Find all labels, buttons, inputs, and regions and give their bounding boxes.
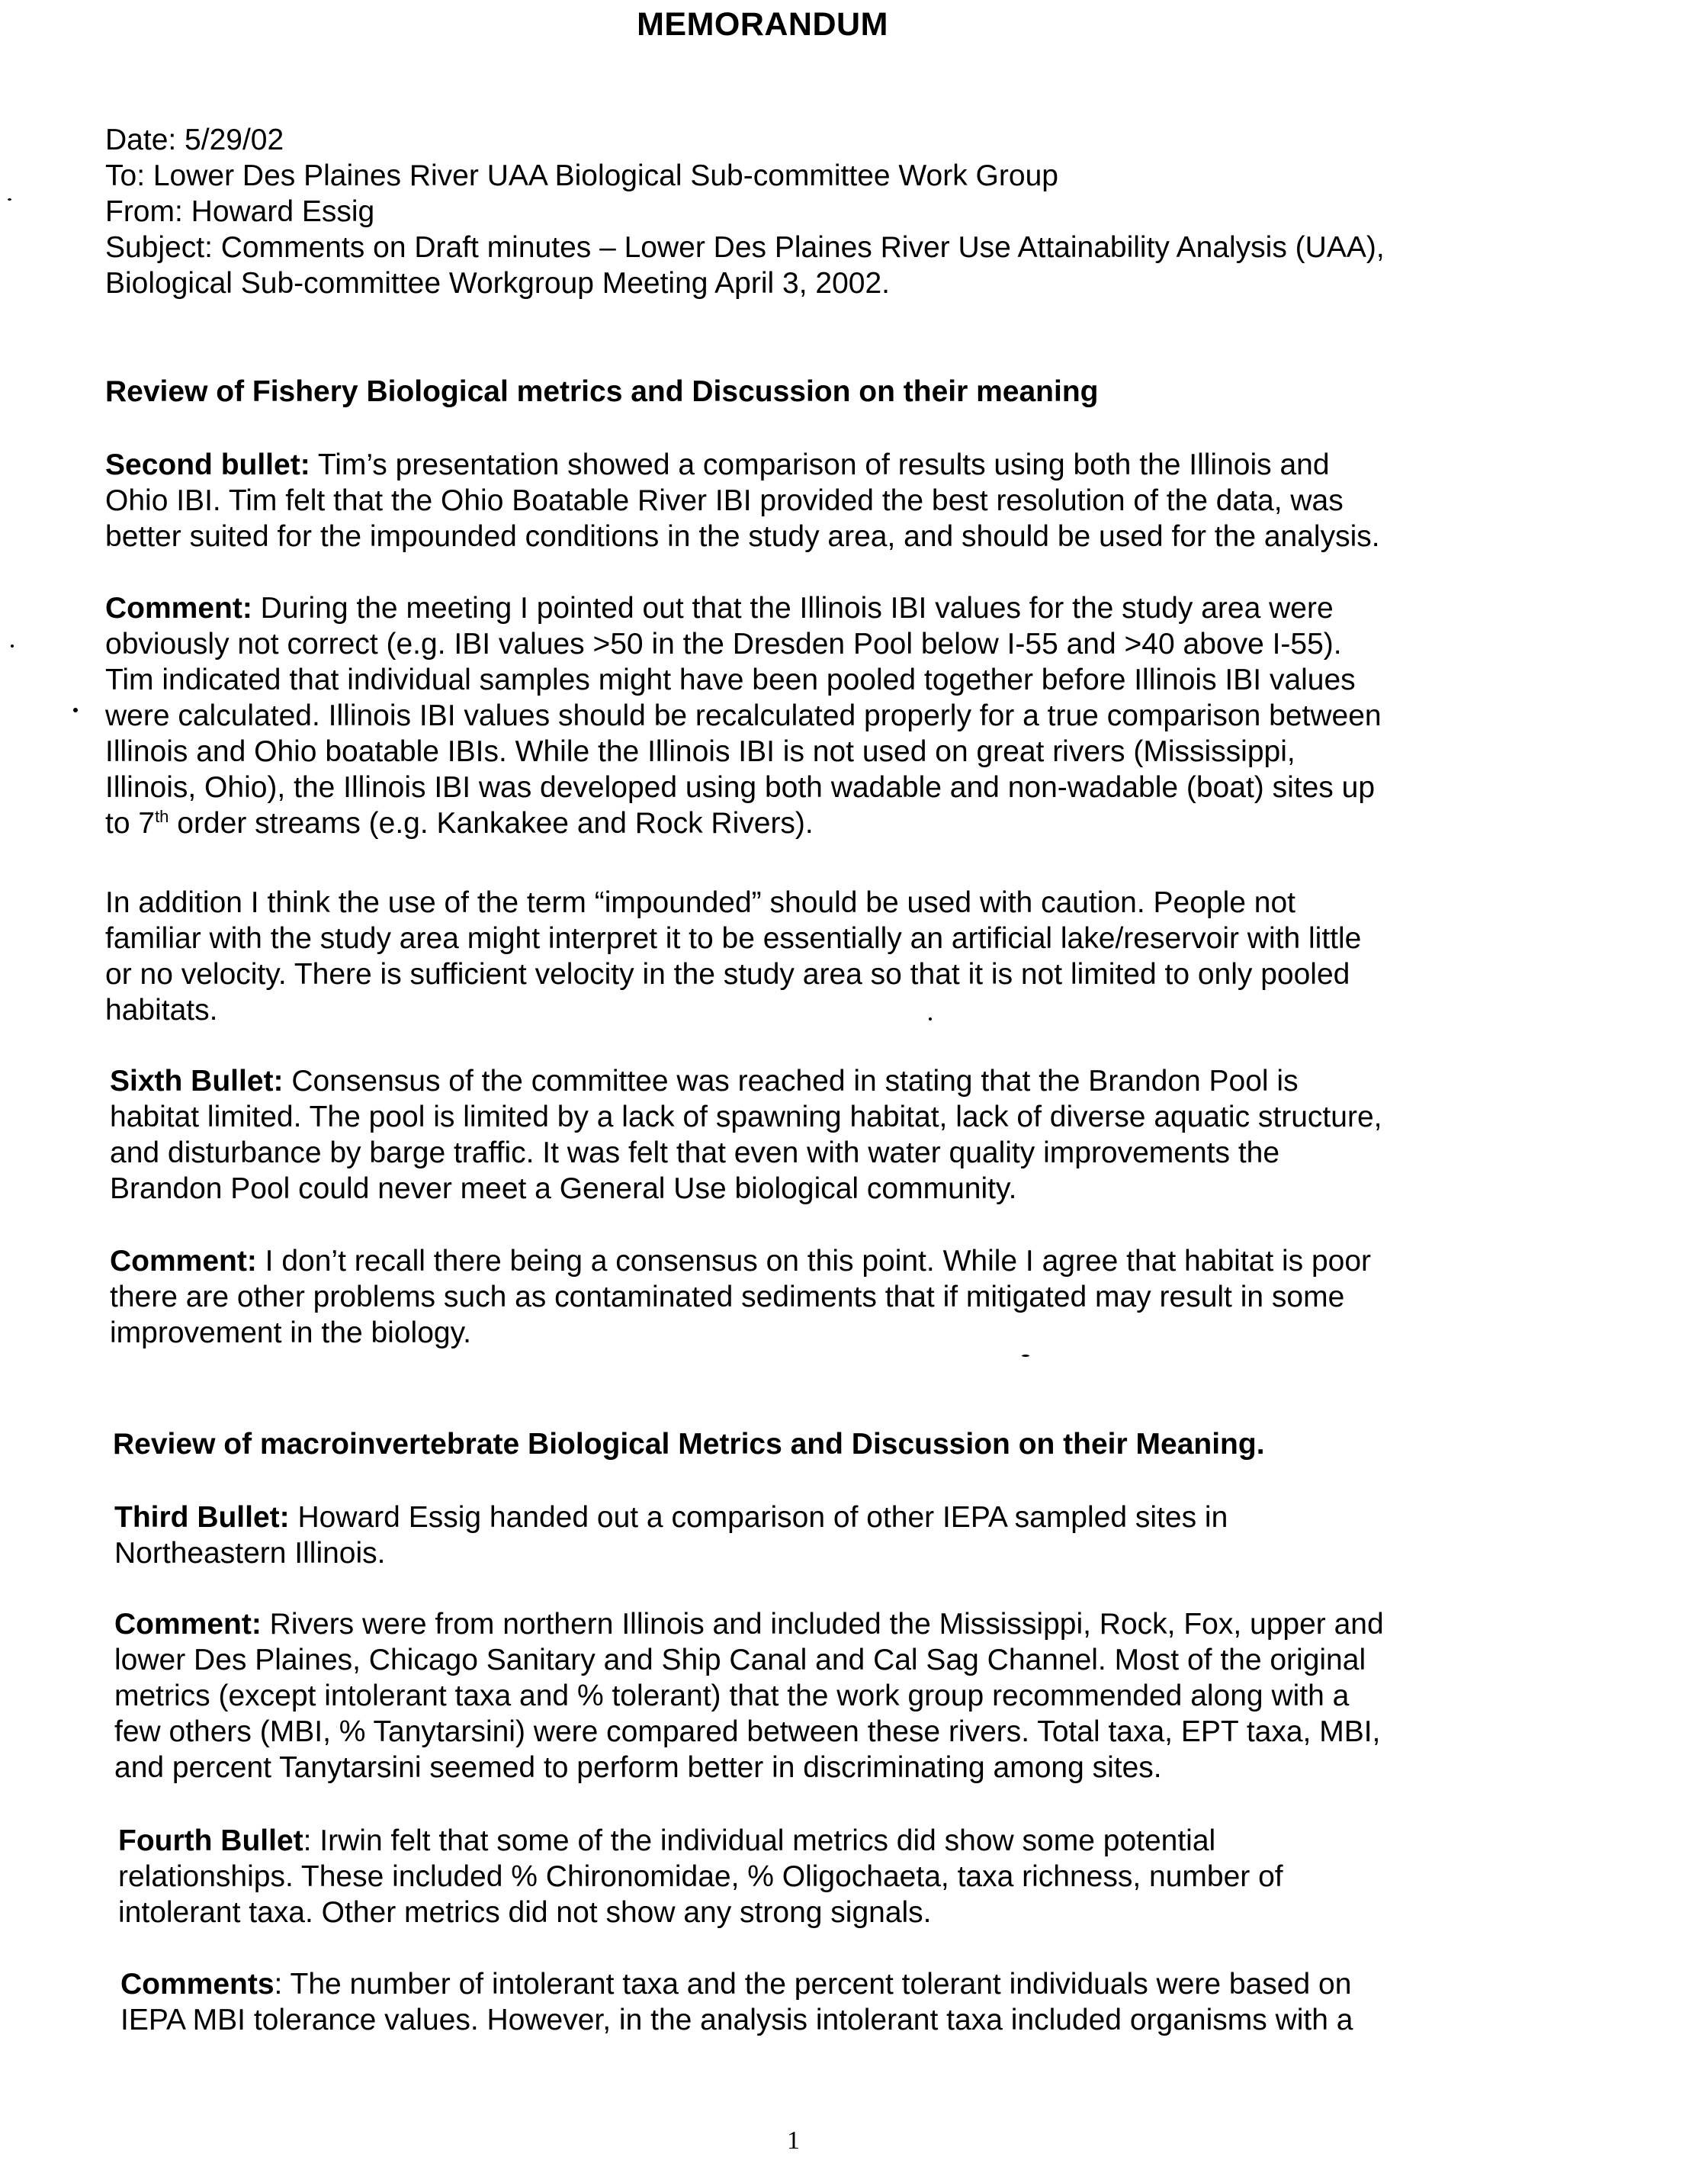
paragraph-text: obviously not correct (e.g. IBI values >50 in the Dresden Pool below I-55 and >40 above I-55).: [105, 628, 1342, 661]
paragraph-text: Illinois and Ohio boatable IBIs. While the Illinois IBI is not used on great rivers (Mississippi,: [105, 735, 1295, 768]
paragraph-lead: Third Bullet:: [114, 1501, 290, 1534]
paragraph-comment-consensus: [110, 1243, 1467, 1351]
paragraph-text: Tim indicated that individual samples might have been pooled together before Illinois IBI values: [105, 664, 1356, 696]
paragraph-text: better suited for the impounded conditions in the study area, and should be used for the analysis.: [105, 520, 1380, 553]
paragraph-text: metrics (except intolerant taxa and % tolerant) that the work group recommended along with a: [114, 1679, 1350, 1712]
paragraph-text: Illinois, Ohio), the Illinois IBI was developed using both wadable and non-wadable (boat) sites up: [105, 771, 1376, 804]
paragraph-text: During the meeting I pointed out that the Illinois IBI values for the study area were: [252, 592, 1334, 625]
paragraph-text: to 7: [105, 807, 156, 840]
paragraph-lead: Comment:: [105, 592, 252, 625]
superscript: th: [155, 807, 169, 826]
paragraph-text: : Irwin felt that some of the individual metrics did show some potential: [303, 1824, 1216, 1857]
paragraph-lead: Comments: [120, 1968, 274, 2001]
subject-line-1: Subject: Comments on Draft minutes – Lower Des Plaines River Use Attainability Analysis (UAA),: [105, 231, 1385, 264]
subject-line-2: Biological Sub-committee Workgroup Meeting April 3, 2002.: [105, 267, 890, 300]
memo-title: MEMORANDUM: [637, 6, 888, 43]
section-heading-macroinvertebrate: Review of macroinvertebrate Biological Metrics and Discussion on their Meaning.: [113, 1428, 1265, 1461]
paragraph-text: habitats.: [105, 994, 218, 1027]
paragraph-text: In addition I think the use of the term “impounded” should be used with caution. People not: [105, 886, 1295, 919]
paragraph-text: Brandon Pool could never meet a General Use biological community.: [110, 1172, 1017, 1205]
paragraph-comment-rivers: [114, 1606, 1472, 1786]
paragraph-text: : The number of intolerant taxa and the percent tolerant individuals were based on: [274, 1968, 1352, 2001]
scan-speck: [73, 708, 78, 712]
paragraph-text: there are other problems such as contaminated sediments that if mitigated may result in some: [110, 1281, 1345, 1313]
paragraph-text: Consensus of the committee was reached in stating that the Brandon Pool is: [283, 1065, 1299, 1098]
paragraph-text: few others (MBI, % Tanytarsini) were compared between these rivers. Total taxa, EPT taxa, MBI,: [114, 1715, 1381, 1748]
paragraph-text: were calculated. Illinois IBI values should be recalculated properly for a true comparison between: [105, 699, 1382, 732]
paragraph-third-bullet: [114, 1499, 1472, 1571]
paragraph-sixth-bullet: [110, 1063, 1467, 1207]
paragraph-comment-ibi: [105, 590, 1462, 841]
paragraph-impounded: [105, 885, 1462, 1028]
paragraph-text: Northeastern Illinois.: [114, 1537, 386, 1570]
from-line: From: Howard Essig: [105, 195, 375, 228]
paragraph-text: IEPA MBI tolerance values. However, in the analysis intolerant taxa included organisms with a: [120, 2004, 1353, 2036]
scan-speck: [11, 644, 14, 648]
date-line: Date: 5/29/02: [105, 124, 284, 156]
paragraph-text: habitat limited. The pool is limited by a lack of spawning habitat, lack of diverse aquatic structure,: [110, 1101, 1382, 1133]
section-heading-fishery: Review of Fishery Biological metrics and Discussion on their meaning: [105, 375, 1099, 408]
paragraph-text: relationships. These included % Chironomidae, % Oligochaeta, taxa richness, number of: [118, 1860, 1283, 1893]
paragraph-text: Rivers were from northern Illinois and included the Mississippi, Rock, Fox, upper and: [261, 1608, 1384, 1641]
paragraph-text: familiar with the study area might interpret it to be essentially an artificial lake/reservoir with little: [105, 922, 1362, 955]
page-number: 1: [787, 2126, 800, 2155]
paragraph-lead: Sixth Bullet:: [110, 1065, 284, 1098]
to-line: To: Lower Des Plaines River UAA Biological Sub-committee Work Group: [105, 159, 1058, 192]
paragraph-text: lower Des Plaines, Chicago Sanitary and Ship Canal and Cal Sag Channel. Most of the original: [114, 1644, 1366, 1676]
scan-speck: [8, 198, 11, 201]
paragraph-lead: Comment:: [110, 1245, 257, 1278]
paragraph-text: or no velocity. There is sufficient velocity in the study area so that it is not limited to only pooled: [105, 958, 1350, 991]
paragraph-text: Tim’s presentation showed a comparison of results using both the Illinois and: [310, 448, 1330, 481]
paragraph-lead: Fourth Bullet: [118, 1824, 303, 1857]
scan-speck: [929, 1017, 932, 1021]
paragraph-lead: Comment:: [114, 1608, 262, 1641]
paragraph-text: and percent Tanytarsini seemed to perform better in discriminating among sites.: [114, 1751, 1162, 1784]
paragraph-fourth-bullet: [118, 1823, 1475, 1930]
paragraph-comments-tolerance: [120, 1966, 1478, 2038]
memo-header: [105, 122, 1615, 301]
paragraph-text: and disturbance by barge traffic. It was felt that even with water quality improvements the: [110, 1136, 1280, 1169]
paragraph-text: order streams (e.g. Kankakee and Rock Rivers).: [169, 807, 814, 840]
paragraph-lead: Second bullet:: [105, 448, 310, 481]
paragraph-text: I don’t recall there being a consensus on this point. While I agree that habitat is poor: [256, 1245, 1372, 1278]
paragraph-second-bullet: [105, 447, 1462, 554]
paragraph-text: Howard Essig handed out a comparison of other IEPA sampled sites in: [289, 1501, 1228, 1534]
paragraph-text: intolerant taxa. Other metrics did not show any strong signals.: [118, 1896, 932, 1929]
paragraph-text: improvement in the biology.: [110, 1316, 472, 1349]
scan-speck: [1022, 1355, 1029, 1357]
paragraph-text: Ohio IBI. Tim felt that the Ohio Boatable River IBI provided the best resolution of the data, was: [105, 484, 1344, 517]
